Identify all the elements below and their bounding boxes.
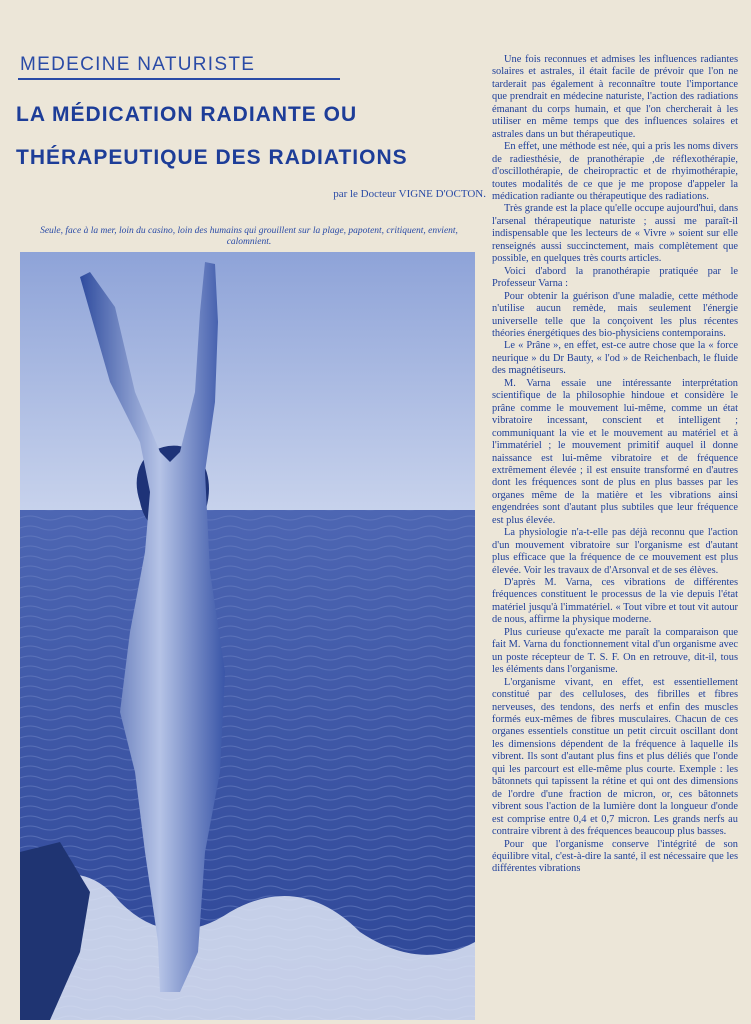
article-paragraph: Une fois reconnues et admises les influences radiantes solaires et astrales, il était facile de prévoir que l'on ne tarderait pas également à reconnaître toute l'importance que prendrait en médecine naturiste, l'action des radiations émanant du corps humain, et que l'on chercherait à les utiliser en même temps que des influences solaires et astrales dans un but thérapeutique.	[492, 54, 738, 140]
section-rubric: MEDECINE NATURISTE	[18, 54, 340, 80]
author-byline: par le Docteur VIGNE D'OCTON.	[333, 188, 486, 200]
article-paragraph: Pour obtenir la guérison d'une maladie, cette méthode n'utilise aucun remède, mais seulement l'énergie universelle telle que la conçoivent les plus récentes théories énergétiques des bio-physiciens contemporains.	[492, 290, 738, 339]
photo-illustration	[20, 252, 475, 1020]
photo-caption: Seule, face à la mer, loin du casino, loin des humains qui grouillent sur la plage, papotent, critiquent, envient, calomnient.	[40, 226, 458, 247]
article-column	[492, 54, 738, 876]
article-paragraph: Très grande est la place qu'elle occupe aujourd'hui, dans l'arsenal thérapeutique naturiste ; aussi me paraît-il indispensable que les lecteurs de « Vivre » soient sur elle renseignés aussi succinctement, mais complètement que possible, en quelques très courts articles.	[492, 203, 738, 265]
article-paragraph: Pour que l'organisme conserve l'intégrité de son équilibre vital, c'est-à-dire la santé, il est nécessaire que les différentes vibrations	[492, 838, 738, 875]
article-title-line-1: LA MÉDICATION RADIANTE OU	[16, 103, 358, 126]
article-title-line-2: THÉRAPEUTIQUE DES RADIATIONS	[16, 146, 408, 169]
article-paragraph: Plus curieuse qu'exacte me paraît la comparaison que fait M. Varna du fonctionnement vital d'un organisme avec un poste récepteur de T. S. F. On en retrouve, dit-il, tous les éléments dans l'organisme.	[492, 626, 738, 676]
article-paragraph: L'organisme vivant, en effet, est essentiellement constitué par des celluloses, des fibrilles et fibres nerveuses, des tendons, des nerfs et enfin des muscles formés eux-mêmes de fibres musculaires. Chacun de ces organes essentiels constitue un petit circuit oscillant dont les dimensions dépendent de la fréquence à laquelle ils vibrent. Ils sont d'autant plus fins et plus déliés que l'onde qui les parcourt est elle-même plus courte. Exemple : les bâtonnets qui tapissent la rétine et qui ont des dimensions de l'ordre d'une fraction de micron, or, ces bâtonnets vibrent sous l'action de la lumière dont la longueur d'onde est comprise entre 0,4 et 0,7 micron. Les grands nerfs au contraire vibrent à des fréquences beaucoup plus basses.	[492, 676, 738, 838]
article-paragraph: La physiologie n'a-t-elle pas déjà reconnu que l'action d'un mouvement vibratoire sur l'organisme est d'autant plus efficace que la fréquence de ce mouvement est plus élevée. Voir les travaux de d'Arsonval et de ses élèves.	[492, 527, 738, 576]
article-paragraph: D'après M. Varna, ces vibrations de différentes fréquences constituent le processus de la vie depuis l'état matériel jusqu'à l'immatériel. « Tout vibre et tout vit autour de nous, affirme la physique moderne.	[492, 577, 738, 626]
article-paragraph: Le « Prâne », en effet, est-ce autre chose que la « force neurique » du Dr Bauty, « l'od » de Reichenbach, le fluide des magnétiseurs.	[492, 340, 738, 377]
photo-figure-by-sea	[20, 252, 475, 1020]
article-paragraph: M. Varna essaie une intéressante interprétation scientifique de la philosophie hindoue et considère le prâne comme le mouvement lui-même, comme un état vibratoire incessant, conscient et intelligent ; communiquant la vie et le mouvement au matériel et à l'immatériel ; le mouvement primitif auquel il donne naissance est lui-même vibratoire et de fréquence extrêmement élevée ; il est ensuite transformé en d'autres dont les fréquences sont de plus en plus basses par les organes même de la matière et les vibrations ainsi engendrées sont d'autant plus subtiles que leur fréquence est plus élevée.	[492, 377, 738, 526]
article-paragraph: En effet, une méthode est née, qui a pris les noms divers de radiesthésie, de pranothérapie ,de réflexothérapie, d'oscillothérapie, de cheiropractic et de rhyimothérapie, toutes modalités de ce que je me propose d'appeler la médication radiante ou thérapeutique des radiations.	[492, 141, 738, 202]
article-paragraph: Voici d'abord la pranothérapie pratiquée par le Professeur Varna :	[492, 265, 738, 290]
